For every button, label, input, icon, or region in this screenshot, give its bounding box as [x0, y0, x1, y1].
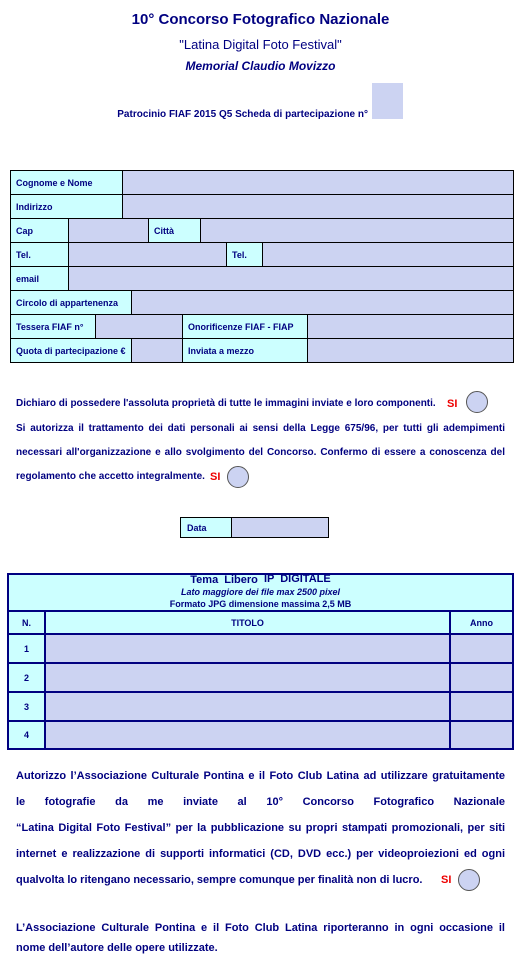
onorificenze-label: Onorificenze FIAF - FIAP — [183, 315, 308, 339]
inviata-field[interactable] — [308, 339, 514, 363]
entry-year-cell[interactable] — [450, 663, 513, 692]
privacy-line: regolamento che accetto integralmente. — [16, 471, 205, 482]
entry-year-cell[interactable] — [450, 692, 513, 721]
column-header-title: TITOLO — [45, 611, 450, 634]
credits-paragraph — [16, 918, 505, 958]
tessera-label: Tessera FIAF n° — [11, 315, 96, 339]
entry-number: 1 — [8, 634, 45, 663]
cognome-nome-label: Cognome e Nome — [11, 171, 123, 195]
citta-label: Città — [149, 219, 201, 243]
date-box — [180, 517, 329, 538]
entry-number: 2 — [8, 663, 45, 692]
entry-title-cell[interactable] — [45, 634, 450, 663]
form-row-name — [11, 171, 514, 195]
entry-year-cell[interactable] — [450, 721, 513, 749]
entry-row — [8, 692, 513, 721]
form-row-phones — [11, 243, 514, 267]
entry-title-cell[interactable] — [45, 721, 450, 749]
entry-number-field[interactable] — [372, 83, 403, 119]
credits-line: nome dell’autore delle opere utilizzate. — [16, 942, 218, 954]
size-note: Lato maggiore dei file max 2500 pixel — [180, 587, 341, 597]
form-row-email — [11, 267, 514, 291]
authorization-si-label: SI — [441, 874, 452, 886]
theme-title: Tema Libero — [190, 574, 258, 586]
form-row-club — [11, 291, 514, 315]
ownership-si-label: SI — [447, 398, 458, 410]
column-header-number: N. — [8, 611, 45, 634]
circolo-field[interactable] — [132, 291, 514, 315]
authorization-line: Autorizzo l’Associazione Culturale Pontina e il Foto Club Latina ad utilizzare gratuitamente — [16, 770, 505, 782]
entry-year-cell[interactable] — [450, 634, 513, 663]
authorization-line: le fotografie da me inviate al 10° Concorso Fotografico Nazionale — [16, 796, 505, 808]
date-field[interactable] — [232, 518, 329, 538]
entries-header-row — [8, 574, 513, 611]
cap-field[interactable] — [69, 219, 149, 243]
citta-field[interactable] — [201, 219, 514, 243]
entry-title-cell[interactable] — [45, 663, 450, 692]
date-row — [181, 518, 329, 538]
tel-2-label: Tel. — [227, 243, 263, 267]
credits-line: L’Associazione Culturale Pontina e il Foto Club Latina riporteranno in ogni occasione il — [16, 922, 505, 934]
inviata-label: Inviata a mezzo — [183, 339, 308, 363]
authorization-line: “Latina Digital Foto Festival” per la pubblicazione su propri stampati promozionali, per siti — [16, 822, 505, 834]
entries-heading — [9, 575, 512, 586]
form-row-fee — [11, 339, 514, 363]
page-title: 10° Concorso Fotografico Nazionale — [131, 11, 390, 28]
entry-row — [8, 634, 513, 663]
privacy-si-circle[interactable] — [227, 466, 249, 488]
quota-label: Quota di partecipazione € — [11, 339, 132, 363]
date-label: Data — [181, 518, 232, 538]
authorization-paragraph — [16, 763, 505, 893]
memorial-subtitle: Memorial Claudio Movizzo — [185, 59, 336, 73]
entry-row — [8, 663, 513, 692]
email-label: email — [11, 267, 69, 291]
entry-number-label: Patrocinio FIAF 2015 Q5 Scheda di partecipazione n° — [117, 109, 368, 120]
email-field[interactable] — [69, 267, 514, 291]
indirizzo-field[interactable] — [123, 195, 514, 219]
entry-number: 4 — [8, 721, 45, 749]
form-row-fiaf — [11, 315, 514, 339]
entry-row — [8, 721, 513, 749]
form-row-address — [11, 195, 514, 219]
authorization-si-circle[interactable] — [458, 869, 480, 891]
indirizzo-label: Indirizzo — [11, 195, 123, 219]
entry-title-cell[interactable] — [45, 692, 450, 721]
form-row-cap-city — [11, 219, 514, 243]
tel-2-field[interactable] — [263, 243, 514, 267]
tel-1-field[interactable] — [69, 243, 227, 267]
entries-column-headers — [8, 611, 513, 634]
ownership-declaration — [16, 392, 505, 416]
festival-subtitle: "Latina Digital Foto Festival" — [179, 37, 342, 52]
privacy-line: Si autorizza il trattamento dei dati personali ai sensi della Legge 675/96, per tutti gli adempimenti — [16, 423, 505, 434]
circolo-label: Circolo di appartenenza — [11, 291, 132, 315]
ownership-si-circle[interactable] — [466, 391, 488, 413]
quota-field[interactable] — [132, 339, 183, 363]
cognome-nome-field[interactable] — [123, 171, 514, 195]
entries-header — [8, 574, 513, 611]
authorization-line: qualvolta lo ritengano necessario, sempre comunque per finalità non di lucro. — [16, 874, 423, 886]
onorificenze-field[interactable] — [308, 315, 514, 339]
column-header-year: Anno — [450, 611, 513, 634]
entries-table — [7, 573, 514, 750]
format-note: Formato JPG dimensione massima 2,5 MB — [169, 599, 352, 609]
authorization-line: internet e realizzazione di supporti informatici (CD, DVD ecc.) per videoproiezioni ed ogni — [16, 848, 505, 860]
tessera-field[interactable] — [96, 315, 183, 339]
privacy-line: necessari all'organizzazione e allo svolgimento del Concorso. Confermo di essere a conoscenza del — [16, 447, 505, 458]
privacy-declaration — [16, 417, 505, 489]
participant-form — [10, 170, 514, 363]
entry-number: 3 — [8, 692, 45, 721]
section-title: IP DIGITALE — [263, 573, 331, 585]
cap-label: Cap — [11, 219, 69, 243]
ownership-text: Dichiaro di possedere l'assoluta proprietà di tutte le immagini inviate e loro componenti. — [16, 398, 436, 409]
privacy-si-label: SI — [210, 471, 221, 483]
tel-1-label: Tel. — [11, 243, 69, 267]
